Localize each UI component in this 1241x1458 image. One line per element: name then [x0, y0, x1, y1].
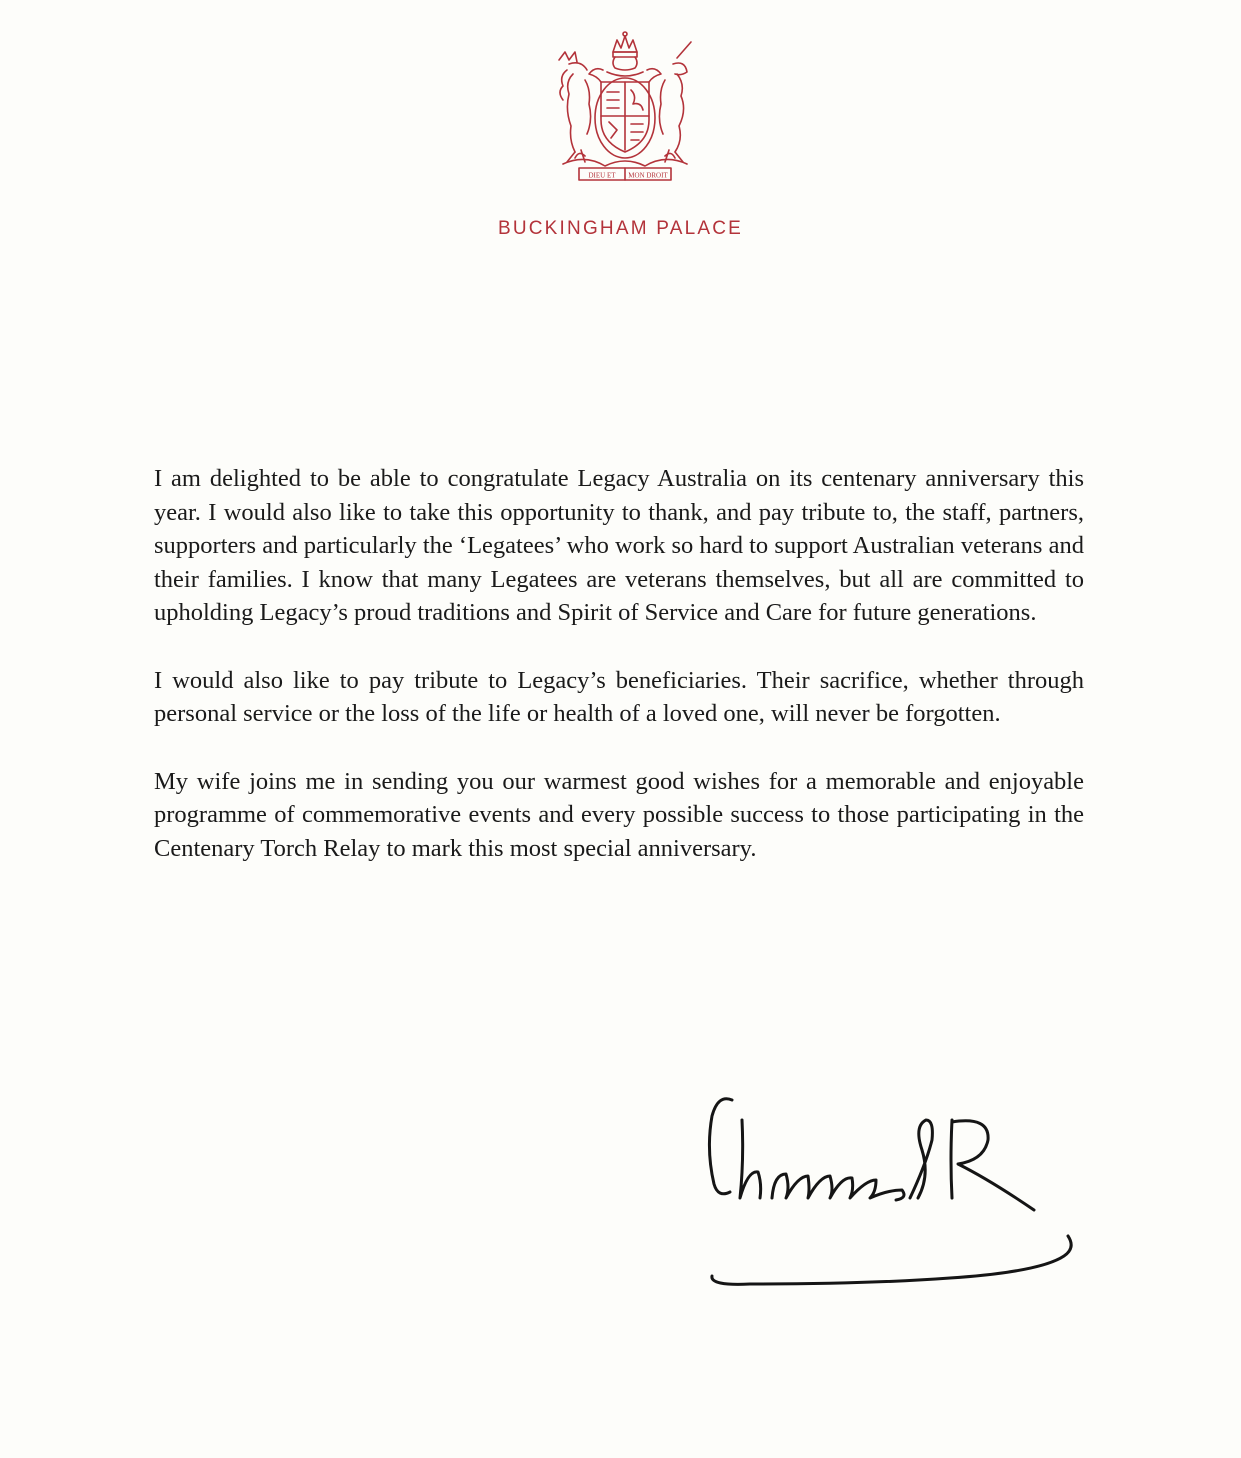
letter-body [154, 462, 1084, 899]
signature-charles-r [690, 1080, 1090, 1300]
crest-motto-right: MON DROIT [628, 171, 668, 180]
royal-coat-of-arms-icon [545, 30, 705, 182]
paragraph-2: I would also like to pay tribute to Legacy’s beneficiaries. Their sacrifice, whether through personal service or the loss of the life or health of a loved one, will never be forgotten. [154, 666, 1084, 727]
paragraph-1: I am delighted to be able to congratulate Legacy Australia on its centenary anniversary this year. I would also like to take this opportunity to thank, and pay tribute to, the staff, partners, supporters and particularly the ‘Legatees’ who work so hard to support Australian veterans and their families. I know that many Legatees are veterans themselves, but all are committed to upholding Legacy’s proud traditions and Spirit of Service and Care for future generations. [154, 465, 1084, 626]
crest-motto-left: DIEU ET [588, 171, 616, 180]
signature-text: Charles R [690, 1080, 694, 1081]
paragraph-3: My wife joins me in sending you our warmest good wishes for a memorable and enjoyable programme of commemorative events and every possible success to those participating in the Centenary Torch Relay to mark this most special anniversary. [154, 767, 1084, 862]
letterhead-title: BUCKINGHAM PALACE [497, 218, 744, 239]
